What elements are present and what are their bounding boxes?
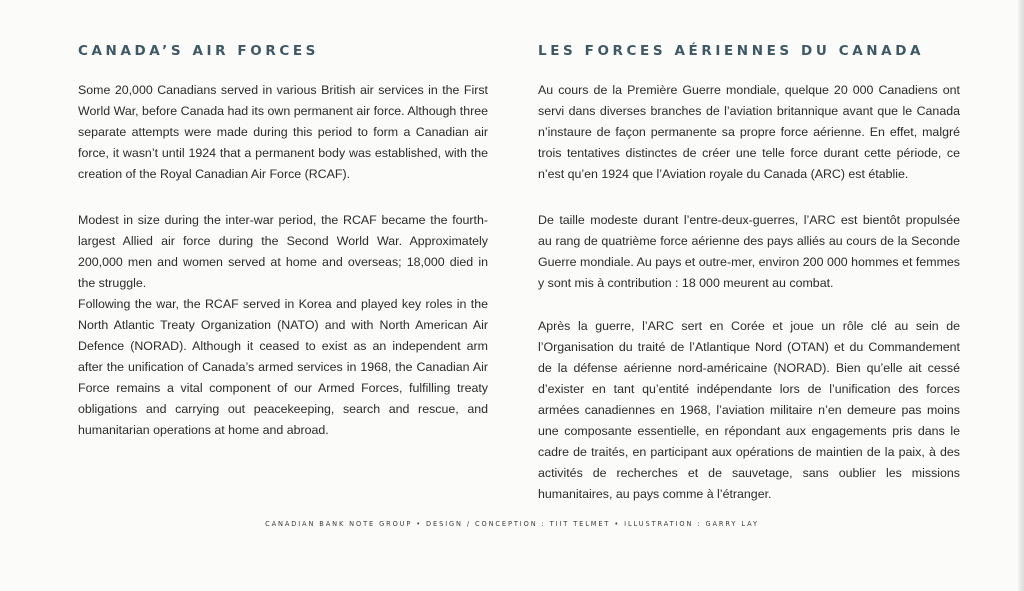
english-paragraph-3: Following the war, the RCAF served in Korea and played key roles in the North Atlantic Treaty Organization (NATO) and with North American Air Defence (NORAD). Although it ceased to exist as an independent arm after the unification of Canada’s armed services in 1968, the Canadian Air Force remains a vital component of our Armed Forces, fulfilling treaty obligations and carrying out peacekeeping, search and rescue, and humanitarian operations at home and abroad. xyxy=(78,297,488,437)
french-heading: LES FORCES AÉRIENNES DU CANADA xyxy=(538,43,925,59)
credits-footer: CANADIAN BANK NOTE GROUP • DESIGN / CONCEPTION : TIIT TELMET • ILLUSTRATION : GARRY LAY xyxy=(265,520,759,528)
scan-edge xyxy=(1018,0,1024,591)
english-paragraph-2: Modest in size during the inter-war period, the RCAF became the fourth-largest Allied air force during the Second World War. Approximately 200,000 men and women served at home and overseas; 18,000 died in the struggle. xyxy=(78,213,488,290)
english-paragraph-1: Some 20,000 Canadians served in various British air services in the First World War, before Canada had its own permanent air force. Although three separate attempts were made during this period to form a Canadian air force, it wasn’t until 1924 that a permanent body was established, with the creation of the Royal Canadian Air Force (RCAF). xyxy=(78,83,488,181)
french-paragraph-3: Après la guerre, l’ARC sert en Corée et joue un rôle clé au sein de l’Organisation du traité de l’Atlantique Nord (OTAN) et du Commandement de la défense aérienne nord-américaine (NORAD). Bien qu’elle ait cessé d’exister en tant qu’entité indépendante lors de l’unification des forces armées canadiennes en 1968, l’aviation militaire n’en demeure pas moins une composante essentielle, en répondant aux engagements pris dans le cadre de traités, en participant aux opérations de maintien de la paix, à des activités de recherches et de sauvetage, sans oublier les missions humanitaires, au pays comme à l’étranger. xyxy=(538,319,960,501)
french-paragraph-2: De taille modeste durant l’entre-deux-guerres, l’ARC est bientôt propulsée au rang de quatrième force aérienne des pays alliés au cours de la Seconde Guerre mondiale. Au pays et outre-mer, environ 200 000 hommes et femmes y sont mis à contribution : 18 000 meurent au combat. xyxy=(538,213,960,290)
french-paragraph-1: Au cours de la Première Guerre mondiale, quelque 20 000 Canadiens ont servi dans diverses branches de l’aviation britannique avant que le Canada n’instaure de façon permanente sa propre force aérienne. En effet, malgré trois tentatives distinctes de créer une telle force durant cette période, ce n’est qu’en 1924 que l’Aviation royale du Canada (ARC) est établie. xyxy=(538,83,960,181)
english-heading: CANADA’S AIR FORCES xyxy=(78,43,319,59)
